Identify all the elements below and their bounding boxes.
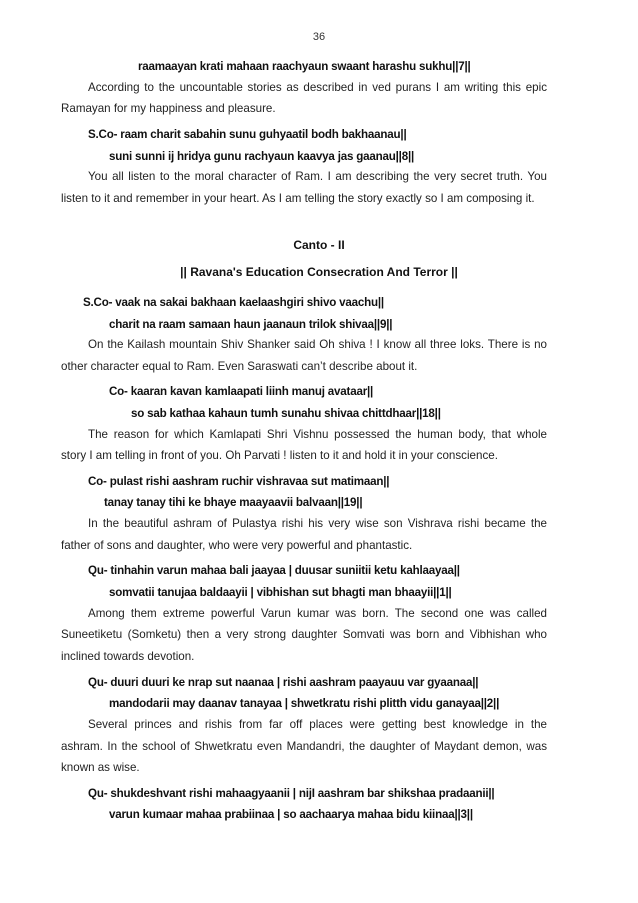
verse-line: S.Co- raam charit sabahin sunu guhyaatil bodh bakhaanau|| [88,128,407,141]
paragraph-line: On the Kailash mountain Shiv Shanker said Oh shiva ! I know all three loks. There is no [88,338,547,351]
verse-line: varun kumaar mahaa prabiinaa | so aachaarya mahaa bidu kiinaa||3|| [109,808,473,821]
paragraph-line: In the beautiful ashram of Pulastya rishi his very wise son Vishrava rishi became the [88,517,547,530]
verse-line: somvatii tanujaa baldaayii | vibhishan sut bhagti man bhaayii||1|| [109,586,452,599]
paragraph-line: known as wise. [61,761,140,774]
verse-line: tanay tanay tihi ke bhaye maayaavii balvaan||19|| [104,496,363,509]
verse-line: Qu- tinhahin varun mahaa bali jaayaa | duusar suniitii ketu kahlaayaa|| [88,564,460,577]
verse-line: Co- kaaran kavan kamlaapati liinh manuj avataar|| [109,385,374,398]
paragraph-line: listen to it and remember in your heart. As I am telling the story exactly so I am composing it. [61,192,535,205]
verse-line: Qu- shukdeshvant rishi mahaagyaanii | nijI aashram bar shikshaa pradaanii|| [88,787,495,800]
verse-line: S.Co- vaak na sakai bakhaan kaelaashgiri shivo vaachu|| [83,296,384,309]
paragraph-line: Several princes and rishis from far off places were getting best knowledge in the [88,718,547,731]
paragraph-line: According to the uncountable stories as described in ved purans I am writing this epic [88,81,547,94]
paragraph-line: Among them extreme powerful Varun kumar was born. The second one was called [88,607,547,620]
verse-line: so sab kathaa kahaun tumh sunahu shivaa chittdhaar||18|| [131,407,441,420]
verse-line: suni sunni ij hridya gunu rachyaun kaavya jas gaanau||8|| [109,150,415,163]
page-number: 36 [312,31,326,43]
canto-title: Canto - II [293,238,345,252]
verse-line: charit na raam samaan haun jaanaun trilok shivaa||9|| [109,318,393,331]
paragraph-line: You all listen to the moral character of Ram. I am describing the very secret truth. You [88,170,547,183]
paragraph-line: The reason for which Kamlapati Shri Vishnu possessed the human body, that whole [88,428,547,441]
verse-line: Co- pulast rishi aashram ruchir vishravaa sut matimaan|| [88,475,390,488]
paragraph-line: story I am telling in front of you. Oh Parvati ! listen to it and hold it in your conscience. [61,449,498,462]
paragraph-line: ashram. In the school of Shwetkratu even Mandandri, the daughter of Maydant demon, was [61,740,547,753]
verse-line: Qu- duuri duuri ke nrap sut naanaa | rishi aashram paayauu var gyaanaa|| [88,676,479,689]
paragraph-line: other character equal to Ram. Even Saraswati can’t describe about it. [61,360,418,373]
paragraph-line: father of sons and daughter, who were very powerful and phantastic. [61,539,413,552]
paragraph-line: inclined towards devotion. [61,650,195,663]
canto-subtitle: || Ravana's Education Consecration And Terror || [180,265,458,279]
verse-line: raamaayan krati mahaan raachyaun swaant harashu sukhu||7|| [138,60,471,73]
paragraph-line: Suneetiketu (Somketu) then a very strong daughter Somvati was born and Vibhishan who [61,628,547,641]
paragraph-line: Ramayan for my happiness and pleasure. [61,102,276,115]
verse-line: mandodarii may daanav tanayaa | shwetkratu rishi plitth vidu ganayaa||2|| [109,697,500,710]
